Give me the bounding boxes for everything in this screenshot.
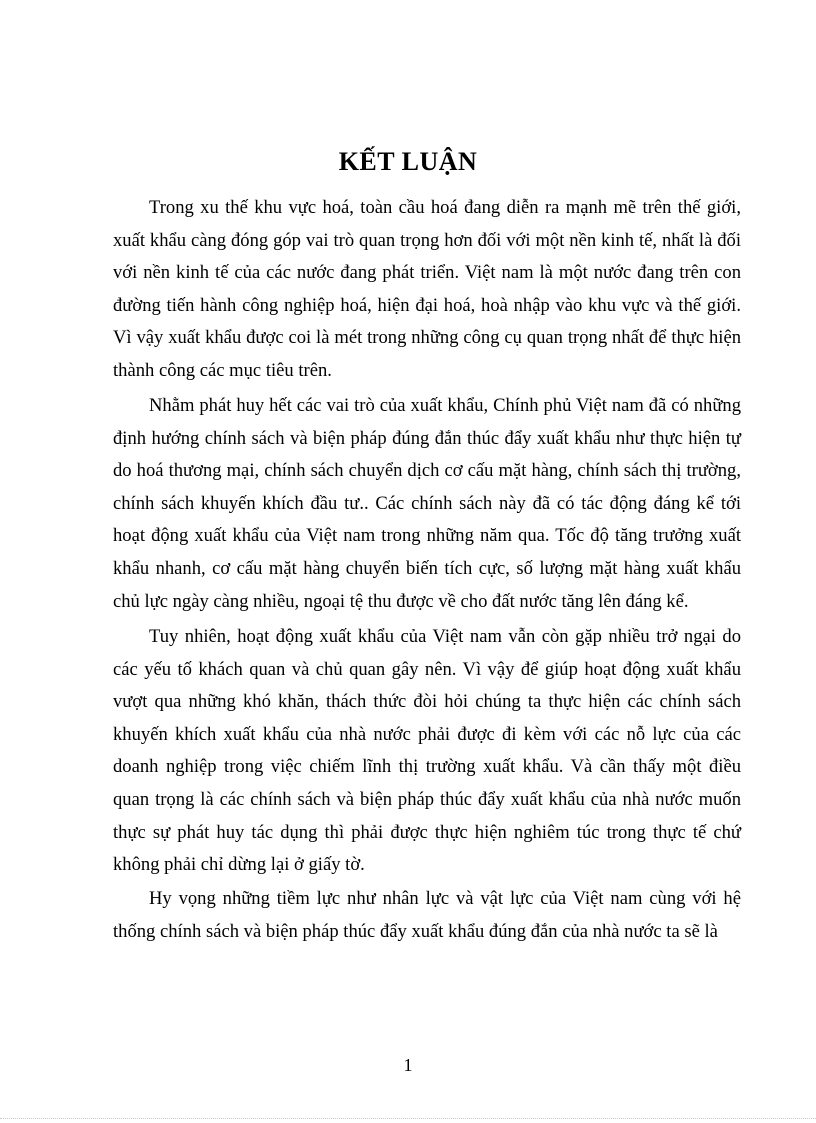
paragraph-4: Hy vọng những tiềm lực như nhân lực và vật lực của Việt nam cùng với hệ thống chính sách và biện pháp thúc đẩy xuất khẩu đúng đắn của nhà nước ta sẽ là xyxy=(113,888,741,942)
paragraph-2: Nhằm phát huy hết các vai trò của xuất khẩu, Chính phủ Việt nam đã có những định hướng chính sách và biện pháp đúng đắn thúc đẩy xuất khẩu như thực hiện tự do hoá thương mại, chính sách chuyển dịch cơ cấu mặt hàng, chính sách thị trường, chính sách khuyến khích đầu tư.. Các chính sách này đã có tác động đáng kể tới hoạt động xuất khẩu của Việt nam trong những năm qua. Tốc độ tăng trưởng xuất khẩu nhanh, cơ cấu mặt hàng chuyển biến tích cực, số lượng mặt hàng xuất khẩu chủ lực ngày càng nhiều, ngoại tệ thu được về cho đất nước tăng lên đáng kể. xyxy=(113,395,741,612)
paragraph-1: Trong xu thế khu vực hoá, toàn cầu hoá đang diễn ra mạnh mẽ trên thế giới, xuất khẩu càng đóng góp vai trò quan trọng hơn đối với một nền kinh tế, nhất là đối với nền kinh tế của các nước đang phát triển. Việt nam là một nước đang trên con đường tiến hành công nghiệp hoá, hiện đại hoá, hoà nhập vào khu vực và thế giới. Vì vậy xuất khẩu được coi là mét trong những công cụ quan trọng nhất để thực hiện thành công các mục tiêu trên. xyxy=(113,197,741,381)
page-number: 1 xyxy=(403,1055,413,1075)
page-title: KẾT LUẬN xyxy=(338,147,478,176)
page-bottom-divider xyxy=(0,1118,816,1119)
paragraph-3: Tuy nhiên, hoạt động xuất khẩu của Việt nam vẫn còn gặp nhiều trở ngại do các yếu tố khách quan và chủ quan gây nên. Vì vậy để giúp hoạt động xuất khẩu vượt qua những khó khăn, thách thức đòi hỏi chúng ta thực hiện các chính sách khuyến khích xuất khẩu của nhà nước phải được đi kèm với các nỗ lực của các doanh nghiệp trong việc chiếm lĩnh thị trường xuất khẩu. Và cần thấy một điều quan trọng là các chính sách và biện pháp thúc đẩy xuất khẩu của nhà nước muốn thực sự phát huy tác dụng thì phải được thực hiện nghiêm túc trong thực tế chứ không phải chỉ dừng lại ở giấy tờ. xyxy=(113,626,741,876)
